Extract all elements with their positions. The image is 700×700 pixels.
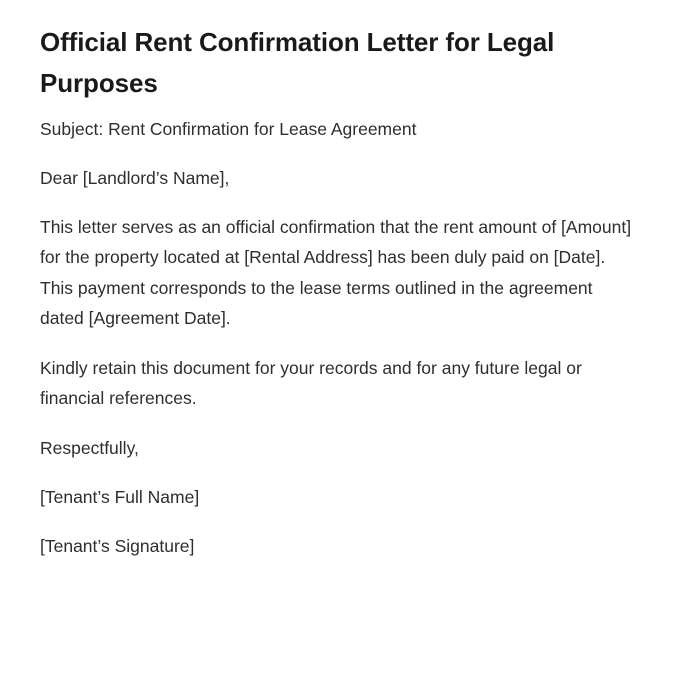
paragraph-body-confirmation: This letter serves as an official confirmation that the rent amount of [Amount] for the property located at [Rental Address] has been duly paid on [Date]. This payment corresponds to the lease terms outlined in the agreement dated [Agreement Date].: [40, 217, 632, 328]
paragraph-subject: Subject: Rent Confirmation for Lease Agreement: [40, 119, 417, 140]
paragraph-closing: Respectfully,: [40, 437, 139, 458]
paragraph-tenant-signature: [Tenant’s Signature]: [40, 536, 195, 557]
paragraph-tenant-name: [Tenant’s Full Name]: [40, 487, 200, 507]
paragraph-body-retention: Kindly retain this document for your records and for any future legal or financial references.: [40, 357, 582, 408]
page-title: Official Rent Confirmation Letter for Legal Purposes: [40, 27, 555, 99]
paragraph-salutation: Dear [Landlord’s Name],: [40, 168, 230, 189]
